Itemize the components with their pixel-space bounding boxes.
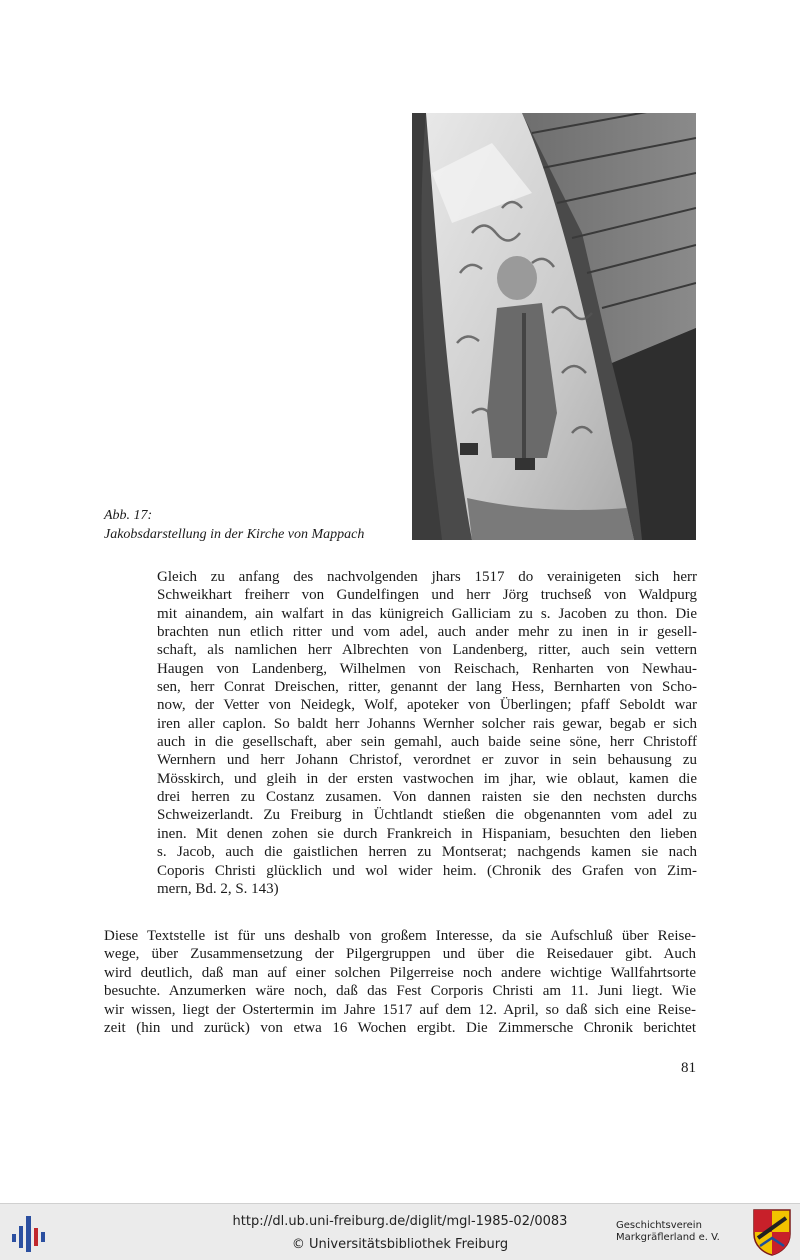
body-line: wird deutlich, daß man auf einer solchen Pilgerreise noch andere wichtige Wallfahrtsorte	[104, 964, 696, 981]
quote-line: iren aller caplon. So baldt herr Johanns Wernher solcher rais gewar, begab er sich	[157, 715, 697, 732]
body-line: wir wissen, liegt der Ostertermin im Jahre 1517 auf dem 12. April, so daß sich eine Reise-	[104, 1001, 696, 1018]
quote-line: now, der Vetter von Neidegk, Wolf, apoteker von Überlingen; pfaff Seboldt war	[157, 697, 697, 714]
quote-line: Coporis Christi glücklich und wol wider heim. (Chronik des Grafen von Zim-	[157, 862, 697, 879]
coat-of-arms-icon	[752, 1208, 792, 1256]
quote-line: auch in die gesellschaft, aber sein gemahl, auch baide seine söne, herr Christoff	[157, 734, 697, 751]
body-line: besuchte. Anzumerken wäre noch, daß das Fest Corporis Christi am 11. Juni liegt. Wie	[104, 983, 696, 1000]
quote-line: Wernhern und herr Johann Christof, verordnet er zuvor in sein behausung zu	[157, 752, 697, 769]
body-line: wege, über Zusammensetzung der Pilgergruppen und über die Reisedauer gibt. Auch	[104, 946, 696, 963]
quote-line: brachten nun etlich ritter und vom adel, auch ander mehr zu inen in ir gesell-	[157, 624, 697, 641]
chronicle-quote	[157, 568, 697, 898]
page-number: 81	[681, 1060, 696, 1076]
caption-text: Jakobsdarstellung in der Kirche von Mappach	[104, 527, 365, 542]
copyright-text: © Universitätsbibliothek Freiburg	[291, 1237, 509, 1252]
quote-line: mit ainandem, ain walfart in das künigreich Galliciam zu s. Jacoben zu thon. Die	[157, 605, 697, 622]
quote-line: drei herren zu Costanz zusamen. Von dannen raisten sie den nechsten durchs	[157, 789, 697, 806]
quote-line: Gleich zu anfang des nachvolgenden jhars 1517 do verainigeten sich herr	[157, 569, 697, 585]
society-line-2: Markgräflerland e. V.	[616, 1232, 720, 1243]
quote-line: Schweizerlandt. Zu Freiburg in Üchtlandt stießen die obgenannten vom adel zu	[157, 807, 697, 824]
caption-label: Abb. 17:	[104, 508, 153, 523]
quote-line: Schweikhart freiherr von Gundelfingen und herr Jörg truchseß von Waldpurg	[157, 587, 697, 604]
body-line: Diese Textstelle ist für uns deshalb von großem Interesse, da sie Aufschluß über Reise-	[104, 928, 696, 944]
quote-line: Mösskirch, und gleih in der ersten vastwochen im jhar, wie oblaut, kamen die	[157, 770, 697, 787]
quote-line: Haugen von Landenberg, Wilhelmen von Reischach, Renharten von Newhau-	[157, 660, 697, 677]
body-line: zeit (hin und zurück) von etwa 16 Wochen ergibt. Die Zimmersche Chronik berichtet	[104, 1020, 696, 1037]
society-name	[616, 1220, 746, 1244]
university-library-logo-icon[interactable]	[10, 1212, 50, 1254]
body-paragraph	[104, 927, 696, 1037]
quote-line: inen. Mit denen zohen sie durch Frankreich in Hispaniam, besuchten den lieben	[157, 825, 697, 842]
quote-line: s. Jacob, auch die gaistlichen herren zu Montserat; nachgends kamen sie nach	[157, 844, 697, 861]
fresco-photo	[412, 113, 696, 540]
footer-bar	[0, 1203, 800, 1260]
quote-line: sen, herr Conrat Dreischen, ritter, genannt der lang Hess, Bernharten von Scho-	[157, 679, 697, 696]
society-line-1: Geschichtsverein	[616, 1220, 702, 1231]
quote-line: mern, Bd. 2, S. 143)	[157, 880, 279, 897]
quote-line: schaft, als namlichen herr Albrechten von Landenberg, ritter, auch sein vettern	[157, 642, 697, 659]
figure-caption	[104, 506, 404, 544]
document-url-link[interactable]: http://dl.ub.uni-freiburg.de/diglit/mgl-1985-02/0083	[232, 1214, 568, 1229]
